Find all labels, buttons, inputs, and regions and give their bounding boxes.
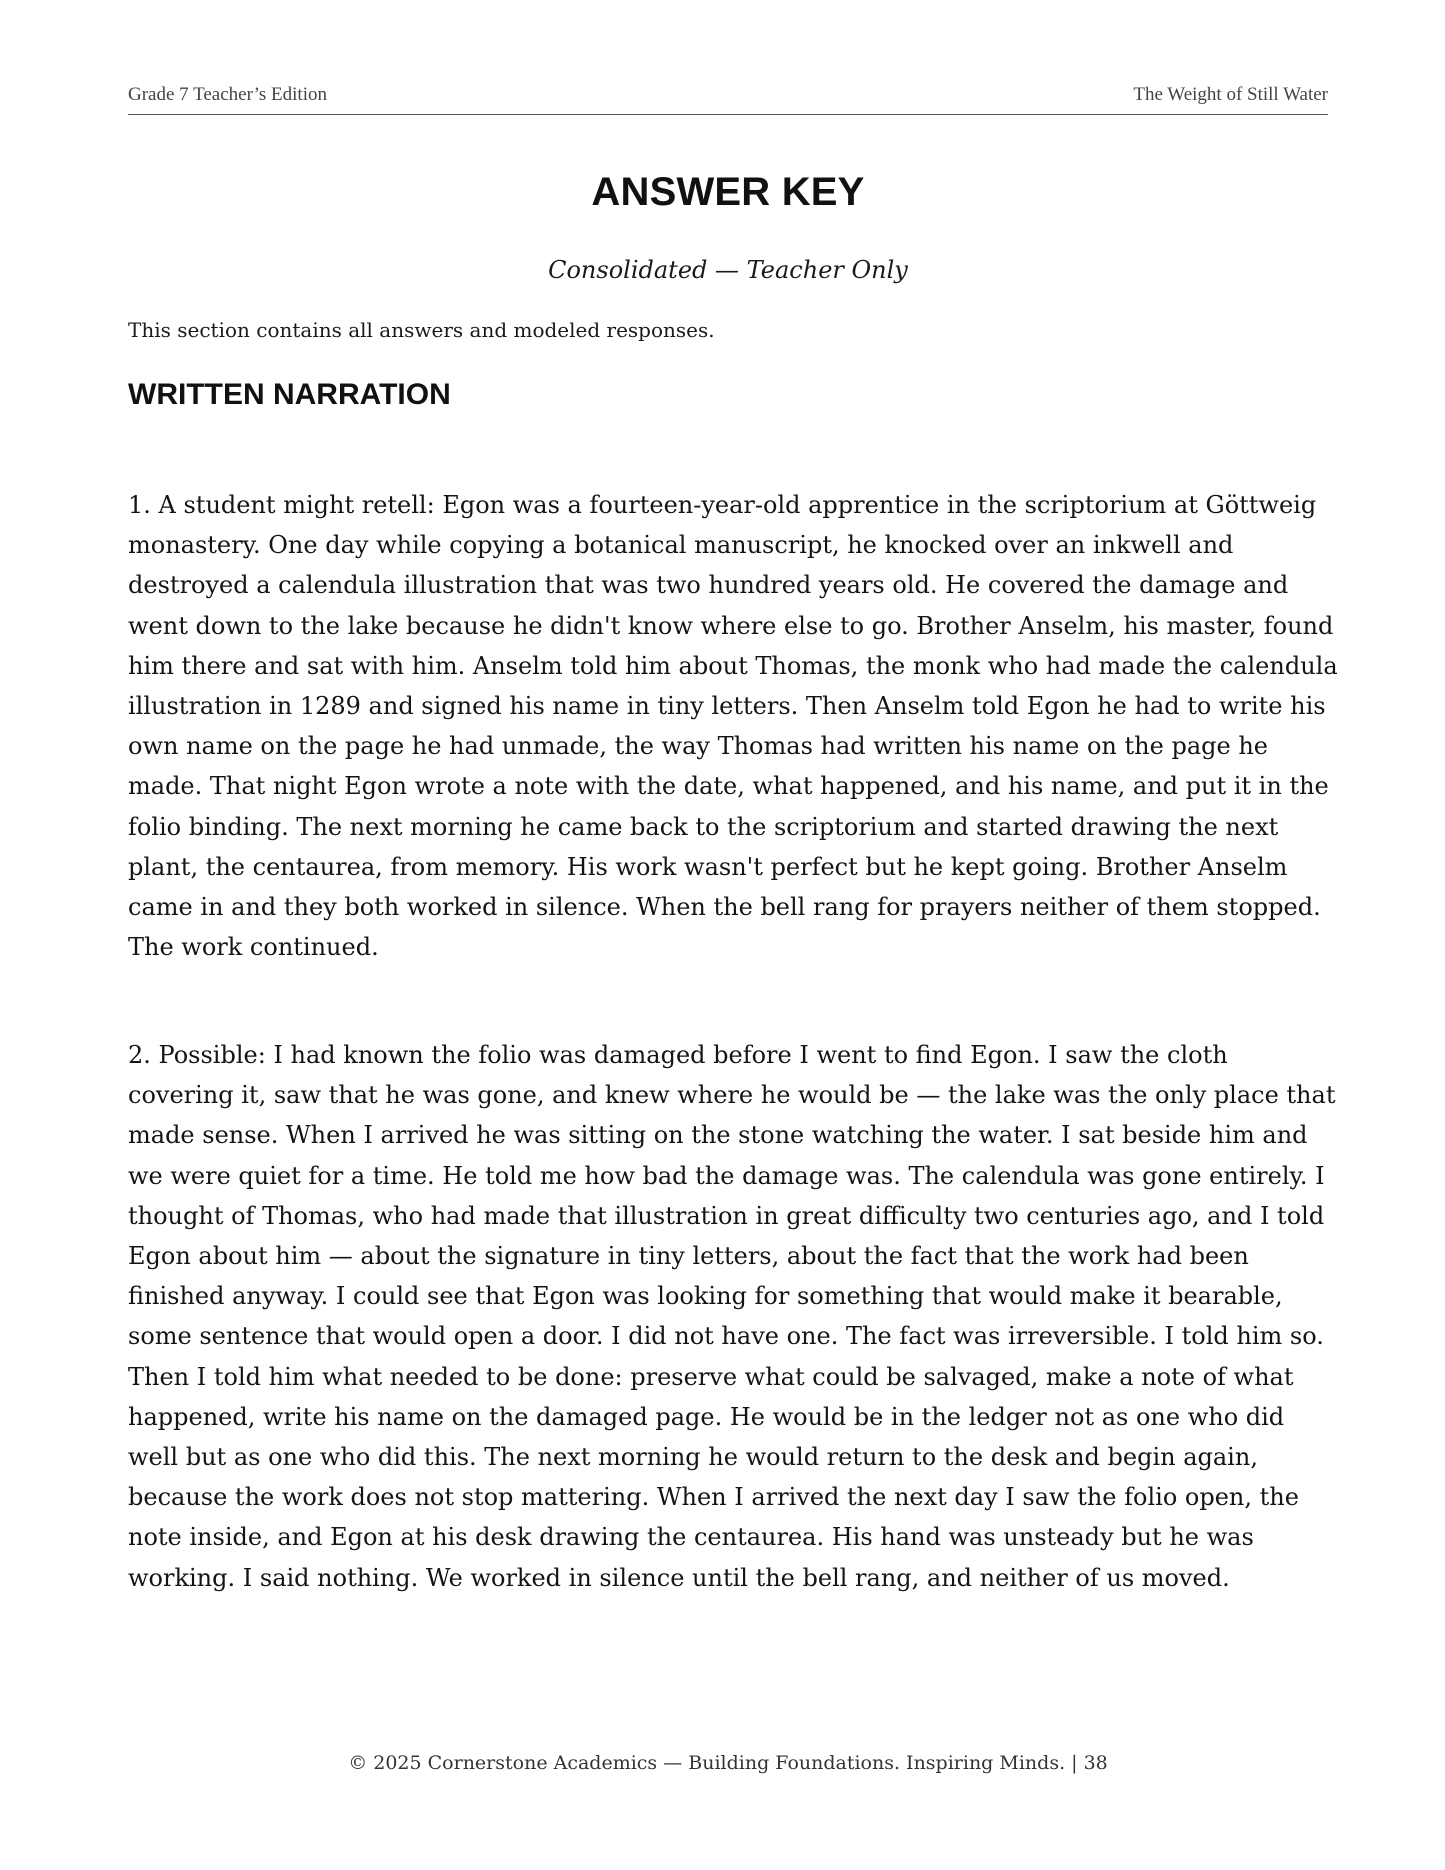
page-title: ANSWER KEY (591, 170, 865, 214)
running-header (128, 84, 1328, 115)
page-subtitle: Consolidated — Teacher Only (548, 256, 908, 284)
answer-paragraph-2: 2. Possible: I had known the folio was damaged before I went to find Egon. I saw the cloth covering it, saw that he was gone, and knew where he would be — the lake was the only place that made sense. When I arrived he was sitting on the stone watching the water. I sat beside him and we were quiet for a time. He told me how bad the damage was. The calendula was gone entirely. I thought of Thomas, who had made that illustration in great difficulty two centuries ago, and I told Egon about him — about the signature in tiny letters, about the fact that the work had been finished anyway. I could see that Egon was looking for something that would make it bearable, some sentence that would open a door. I did not have one. The fact was irreversible. I told him so. Then I told him what needed to be done: preserve what could be salvaged, make a note of what happened, write his name on the damaged page. He would be in the ledger not as one who did well but as one who did this. The next morning he would return to the desk and begin again, because the work does not stop mattering. When I arrived the next day I saw the folio open, the note inside, and Egon at his desk drawing the centaurea. His hand was unsteady but he was working. I said nothing. We worked in silence until the bell rang, and neither of us moved. (128, 1041, 1336, 1592)
page-footer: © 2025 Cornerstone Academics — Building Foundations. Inspiring Minds. | 38 (348, 1752, 1108, 1774)
header-left-text: Grade 7 Teacher’s Edition (128, 84, 327, 105)
answer-paragraph-1: 1. A student might retell: Egon was a fourteen-year-old apprentice in the scriptorium at Göttweig monastery. One day while copying a botanical manuscript, he knocked over an inkwell and destroyed a calendula illustration that was two hundred years old. He covered the damage and went down to the lake because he didn't know where else to go. Brother Anselm, his master, found him there and sat with him. Anselm told him about Thomas, the monk who had made the calendula illustration in 1289 and signed his name in tiny letters. Then Anselm told Egon he had to write his own name on the page he had unmade, the way Thomas had written his name on the page he made. That night Egon wrote a note with the date, what happened, and his name, and put it in the folio binding. The next morning he came back to the scriptorium and started drawing the next plant, the centaurea, from memory. His work wasn't perfect but he kept going. Brother Anselm came in and they both worked in silence. When the bell rang for prayers neither of them stopped. The work continued. (128, 491, 1338, 962)
intro-text: This section contains all answers and modeled responses. (128, 318, 715, 342)
section-heading: WRITTEN NARRATION (128, 378, 451, 411)
header-right-text: The Weight of Still Water (1133, 84, 1328, 105)
